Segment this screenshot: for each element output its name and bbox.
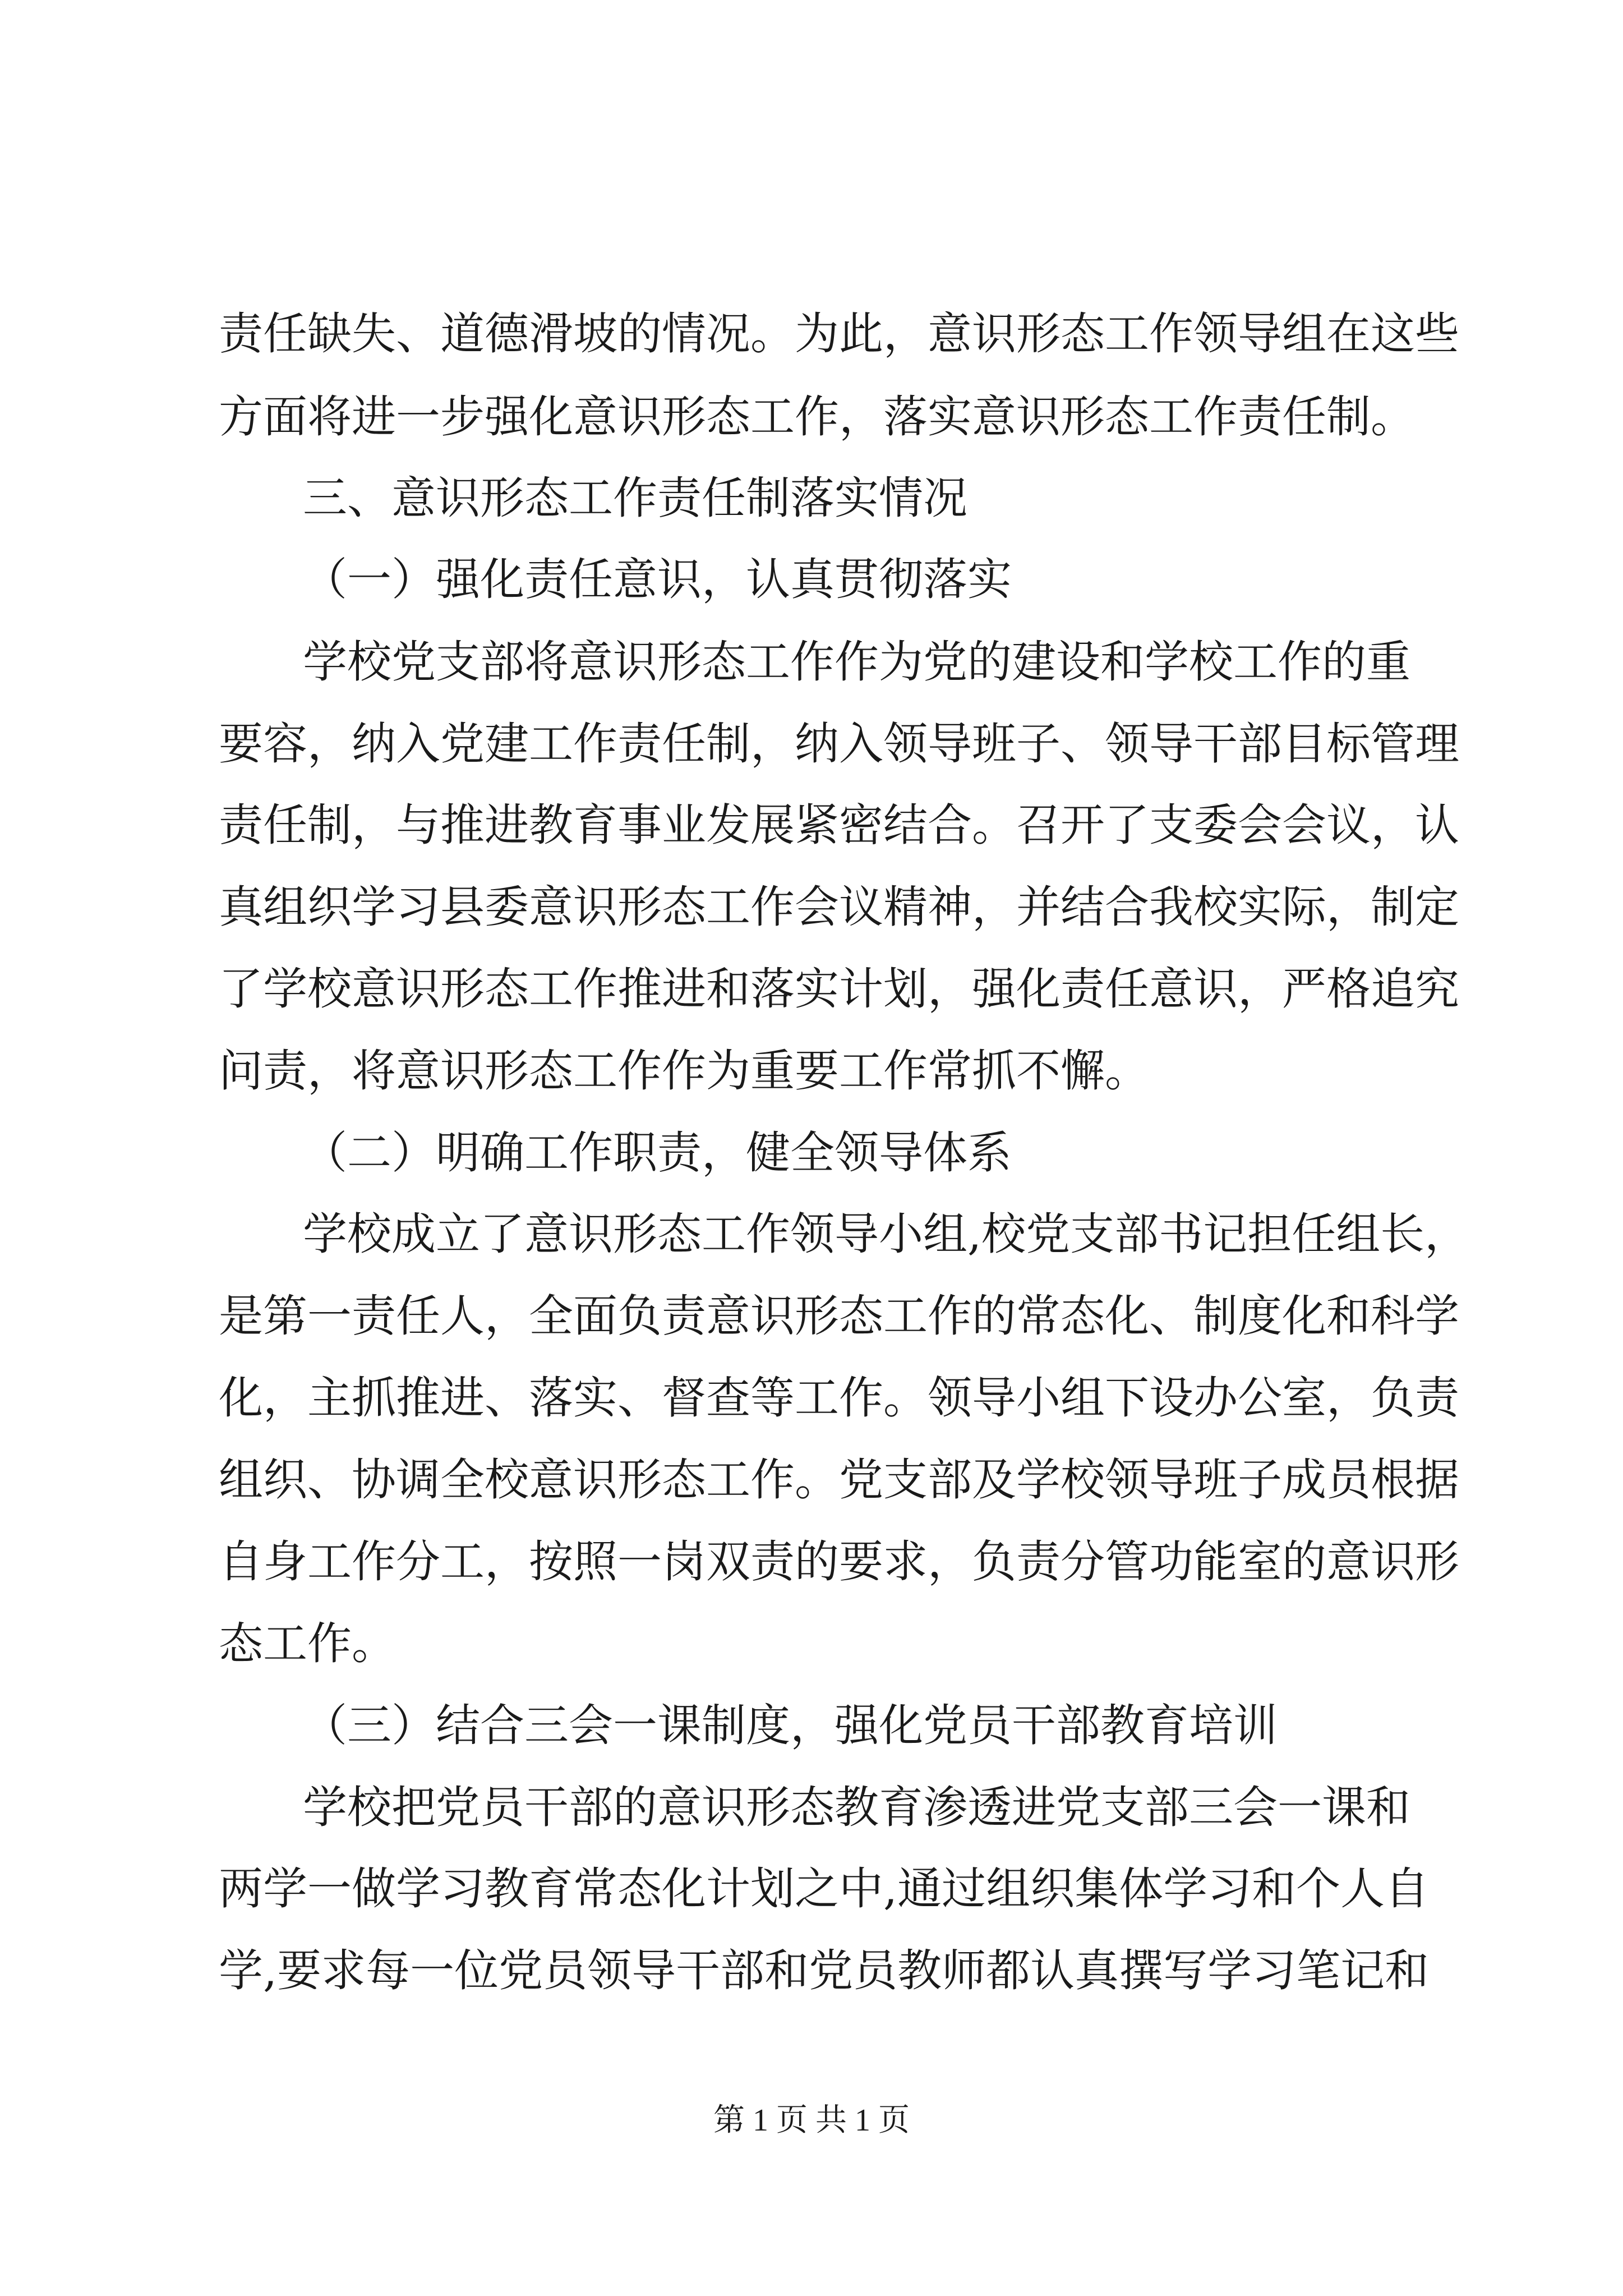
paragraph-first-line: 学校成立了意识形态工作领导小组,校党支部书记担任组长，	[303, 1208, 1469, 1260]
subsection-heading: （三）结合三会一课制度，强化党员干部教育培训	[303, 1700, 1278, 1751]
text-line: 责任缺失、道德滑坡的情况。为此，意识形态工作领导组在这些	[219, 308, 1459, 360]
text-line: 问责，将意识形态工作作为重要工作常抓不懈。	[219, 1045, 1149, 1097]
page-footer: 第 1 页 共 1 页	[713, 2103, 910, 2138]
text-line: 学,要求每一位党员领导干部和党员教师都认真撰写学习笔记和	[219, 1945, 1430, 1996]
text-line: 责任制，与推进教育事业发展紧密结合。召开了支委会会议，认	[219, 799, 1459, 851]
subsection-heading: （二）明确工作职责，健全领导体系	[303, 1127, 1012, 1179]
text-line: 真组织学习县委意识形态工作会议精神，并结合我校实际，制定	[219, 881, 1459, 933]
section-heading: 三、意识形态工作责任制落实情况	[303, 472, 967, 524]
text-line: 组织、协调全校意识形态工作。党支部及学校领导班子成员根据	[219, 1454, 1459, 1506]
text-line: 是第一责任人，全面负责意识形态工作的常态化、制度化和科学	[219, 1290, 1459, 1342]
text-line: 态工作。	[219, 1618, 396, 1669]
subsection-heading: （一）强化责任意识，认真贯彻落实	[303, 554, 1012, 605]
text-line: 自身工作分工，按照一岗双责的要求，负责分管功能室的意识形	[219, 1536, 1459, 1588]
text-line: 要容，纳入党建工作责任制，纳入领导班子、领导干部目标管理	[219, 718, 1459, 770]
paragraph-first-line: 学校把党员干部的意识形态教育渗透进党支部三会一课和	[303, 1782, 1410, 1833]
text-line: 了学校意识形态工作推进和落实计划，强化责任意识，严格追究	[219, 963, 1459, 1015]
paragraph-first-line: 学校党支部将意识形态工作作为党的建设和学校工作的重	[303, 636, 1410, 688]
text-line: 化，主抓推进、落实、督查等工作。领导小组下设办公室，负责	[219, 1372, 1459, 1424]
text-line: 方面将进一步强化意识形态工作，落实意识形态工作责任制。	[219, 391, 1415, 443]
text-line: 两学一做学习教育常态化计划之中,通过组织集体学习和个人自	[219, 1863, 1430, 1915]
